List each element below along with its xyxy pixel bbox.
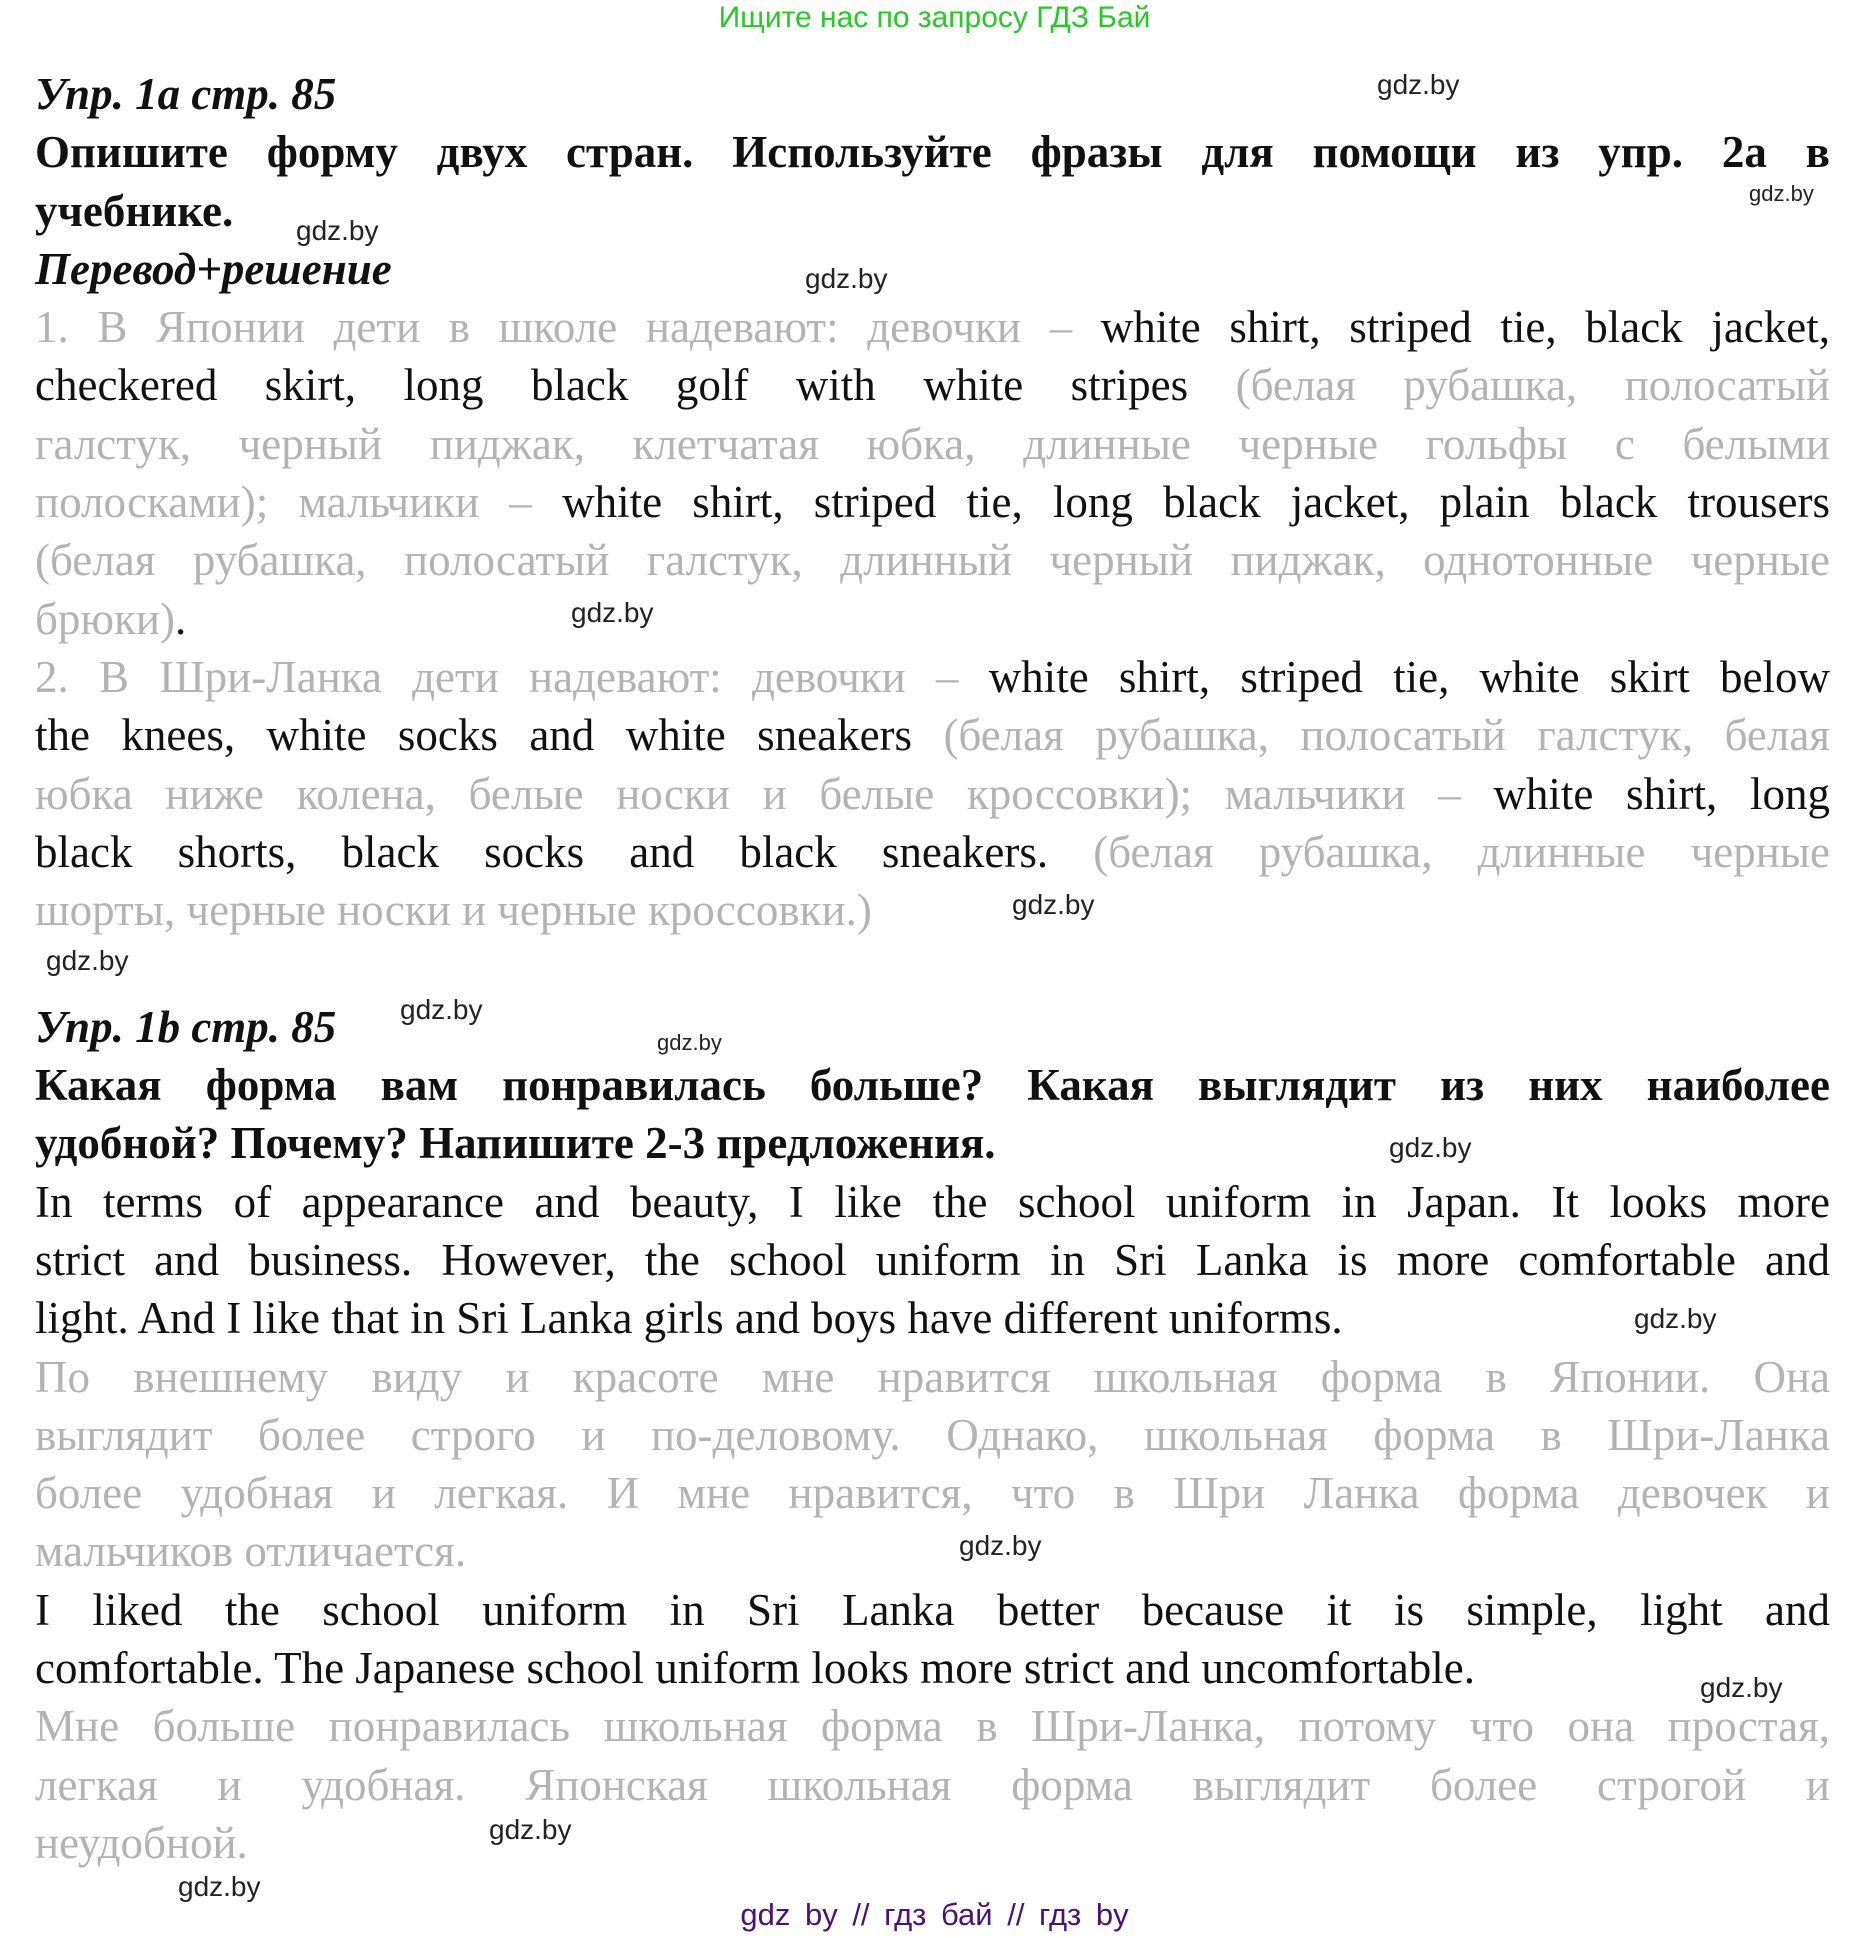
answer-text: white shirt, long — [1493, 768, 1830, 819]
answer-text: удобной? Почему? Напишите 2-3 предложения. — [35, 1118, 996, 1169]
answer-text: checkered skirt, long black golf with white stripes — [35, 360, 1236, 411]
text-line — [35, 298, 1830, 356]
watermark: gdz.by — [1700, 1672, 1783, 1703]
text-line — [35, 1814, 1830, 1872]
document-body — [35, 65, 1830, 1872]
watermark: gdz.by — [1377, 69, 1460, 100]
translation-text: 2. В Шри-Ланка дети надевают: девочки – — [35, 651, 989, 702]
watermark: gdz.by — [1749, 181, 1814, 206]
watermark: gdz.by — [1389, 1132, 1472, 1163]
text-line — [35, 823, 1830, 881]
text-line — [35, 881, 1830, 939]
watermark: gdz.by — [489, 1814, 572, 1845]
translation-text: галстук, черный пиджак, клетчатая юбка, длинные черные гольфы с белыми — [35, 418, 1830, 469]
answer-text: strict and business. However, the school uniform in Sri Lanka is more comfortable and — [35, 1234, 1830, 1285]
text-line — [35, 1173, 1830, 1231]
answer-text: white shirt, striped tie, long black jacket, plain black trousers — [562, 477, 1830, 528]
text-line — [35, 1464, 1830, 1522]
text-line — [35, 415, 1830, 473]
translation-text: мальчиков отличается. — [35, 1526, 467, 1577]
text-line — [35, 1348, 1830, 1406]
translation-text: полосками); мальчики – — [35, 477, 563, 528]
text-line — [35, 1289, 1830, 1347]
text-line — [35, 765, 1830, 823]
text-line — [35, 473, 1830, 531]
text-line — [35, 1231, 1830, 1289]
text-line — [35, 356, 1830, 414]
translation-text: По внешнему виду и красоте мне нравится школьная форма в Японии. Она — [35, 1351, 1830, 1402]
answer-text: black shorts, black socks and black sneakers. — [35, 826, 1094, 877]
translation-text: юбка ниже колена, белые носки и белые кроссовки); мальчики – — [35, 768, 1494, 819]
search-hint-banner: Ищите нас по запросу ГДЗ Бай — [718, 1, 1151, 34]
task-text-line — [35, 1114, 1830, 1172]
translation-text: шорты, черные носки и черные кроссовки.) — [35, 885, 872, 936]
section-heading — [35, 998, 1830, 1056]
watermark: gdz.by — [657, 1030, 722, 1055]
answer-text: . — [174, 593, 187, 644]
text-line — [35, 1406, 1830, 1464]
footer-links: gdz by // гдз бай // гдз by — [740, 1897, 1129, 1932]
answer-text: white shirt, striped tie, black jacket, — [1100, 302, 1830, 353]
section-heading — [35, 240, 1830, 298]
text-line — [35, 648, 1830, 706]
task-text-line — [35, 1056, 1830, 1114]
watermark: gdz.by — [571, 597, 654, 628]
translation-text: (белая рубашка, полосатый галстук, длинный черный пиджак, однотонные черные — [35, 535, 1830, 586]
text-line — [35, 1639, 1830, 1697]
text-line — [35, 939, 1830, 997]
text-line — [35, 1697, 1830, 1755]
translation-text: брюки) — [35, 593, 175, 644]
translation-text: (белая рубашка, полосатый — [1235, 360, 1830, 411]
answer-text: light. And I like that in Sri Lanka girls and boys have different uniforms. — [35, 1293, 1343, 1344]
translation-text: неудобной. — [35, 1817, 248, 1868]
watermark: gdz.by — [959, 1530, 1042, 1561]
answer-text: учебнике. — [35, 185, 234, 236]
watermark: gdz.by — [296, 215, 379, 246]
task-text-line — [35, 123, 1830, 181]
translation-text: легкая и удобная. Японская школьная форма выглядит более строгой и — [35, 1759, 1830, 1810]
translation-text: 1. В Японии дети в школе надевают: девочки – — [35, 302, 1101, 353]
watermark: gdz.by — [46, 945, 129, 976]
answer-text: Опишите форму двух стран. Используйте фразы для помощи из упр. 2a в — [35, 127, 1830, 178]
translation-text: (белая рубашка, длинные черные — [1093, 826, 1830, 877]
text-line — [35, 1756, 1830, 1814]
answer-text: the knees, white socks and white sneakers — [35, 710, 944, 761]
answer-text: Какая форма вам понравилась больше? Какая выглядит из них наиболее — [35, 1060, 1830, 1111]
watermark: gdz.by — [1634, 1303, 1717, 1334]
text-line — [35, 1581, 1830, 1639]
translation-text: (белая рубашка, полосатый галстук, белая — [943, 710, 1830, 761]
section-heading — [35, 65, 1830, 123]
answer-text: Упр. 1a стр. 85 — [35, 69, 337, 119]
watermark: gdz.by — [805, 263, 888, 294]
text-line — [35, 1522, 1830, 1580]
watermark: gdz.by — [1012, 889, 1095, 920]
translation-text: выглядит более строго и по-деловому. Однако, школьная форма в Шри-Ланка — [35, 1409, 1830, 1460]
answer-text: Перевод+решение — [35, 243, 392, 294]
answer-text: Упр. 1b стр. 85 — [35, 1001, 337, 1052]
translation-text: Мне больше понравилась школьная форма в Шри-Ланка, потому что она простая, — [35, 1701, 1830, 1752]
text-line — [35, 531, 1830, 589]
watermark: gdz.by — [400, 994, 483, 1025]
answer-text: I liked the school uniform in Sri Lanka better because it is simple, light and — [35, 1584, 1830, 1635]
answer-text: In terms of appearance and beauty, I like the school uniform in Japan. It looks more — [35, 1176, 1830, 1227]
answer-text: comfortable. The Japanese school uniform looks more strict and uncomfortable. — [35, 1643, 1475, 1694]
answer-text: white shirt, striped tie, white skirt below — [988, 651, 1830, 702]
text-line — [35, 590, 1830, 648]
translation-text: более удобная и легкая. И мне нравится, что в Шри Ланка форма девочек и — [35, 1468, 1830, 1519]
text-line — [35, 706, 1830, 764]
watermark: gdz.by — [178, 1871, 261, 1902]
